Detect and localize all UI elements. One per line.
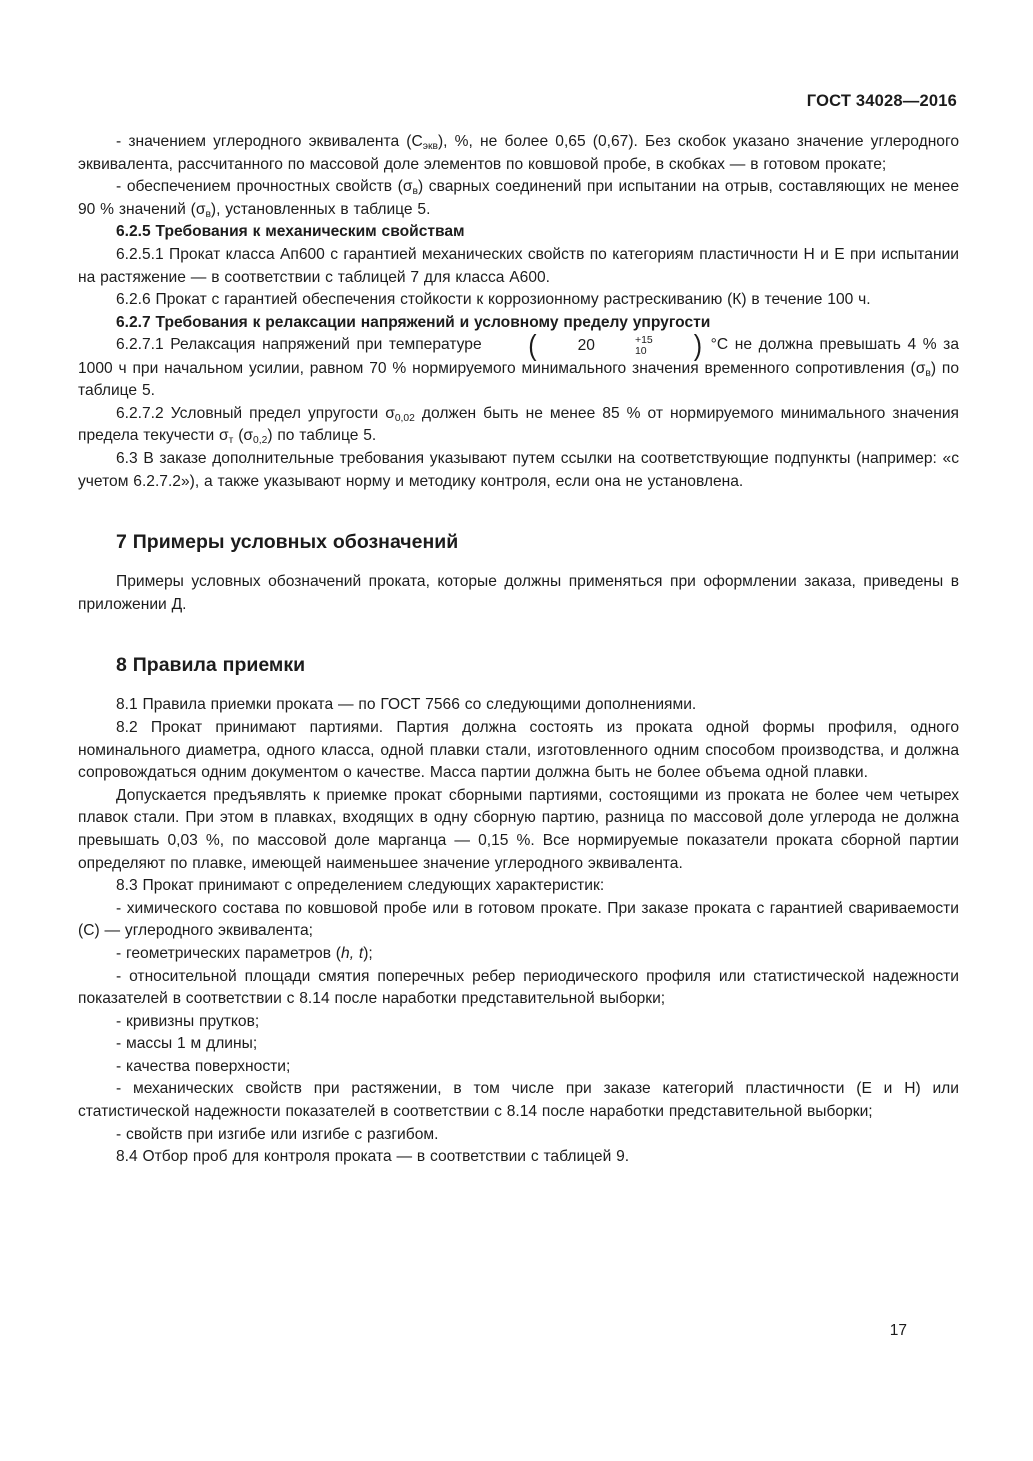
italic-variable: h, t: [341, 944, 364, 962]
paragraph-8-2: 8.2 Прокат принимают партиями. Партия должна состоять из проката одной формы профиля, одного номинального диаметра, одного класса, одной плавки стали, изготовленного одним способом производства, и должна сопровождаться одним документом о качестве. Масса партии должна быть не более объема одной плавки.: [78, 718, 959, 782]
section-heading-7: 7 Примеры условных обозначений: [116, 531, 459, 554]
list-item-surface-quality: - качества поверхности;: [116, 1057, 291, 1075]
paragraph-weld-strength: - обеспечением прочностных свойств $(\sigma_в)$ сварных соединений при испытании на отрыв, составляющих не менее 90 % значений $(\sigma_в)$, установленных в таблице 5.: [78, 178, 959, 220]
section-heading-8: 8 Правила приемки: [116, 654, 306, 677]
paragraph-8-2-combined-lots: Допускается предъявлять к приемке прокат сборными партиями, состоящими из проката не более чем четырех плавок стали. При этом в плавках, входящих в одну сборную партию, разница по массовой доле углерода не должна превышать 0,03 %, по массовой доле марганца — 0,15 %. Все нормируемые показатели проката сборной партии определяют по плавке, имеющей наименьшее значение углеродного эквивалента.: [78, 786, 959, 872]
paragraph-6-2-7-1: 6.2.7.1 Релаксация напряжений при температуре ( 20 +15 10 ) °С не должна превышать 4 % за 1000 ч при начальном усилии, равном 70 % нормируемого минимального значения временного сопротивления $(\sigma_в)$ по таблице 5.: [78, 330, 959, 400]
subscript: 0,2: [253, 435, 268, 447]
subscript: в: [925, 367, 931, 379]
subscript: в: [205, 208, 211, 220]
paragraph-6-2-6: 6.2.6 Прокат с гарантией обеспечения стойкости к коррозионному растрескиванию (К) в течение 100 ч.: [116, 291, 871, 309]
paragraph-8-4: 8.4 Отбор проб для контроля проката — в соответствии с таблицей 9.: [116, 1148, 630, 1166]
list-item-bending: - свойств при изгибе или изгибе с разгибом.: [116, 1125, 439, 1143]
paragraph-7-intro: Примеры условных обозначений проката, которые должны применяться при оформлении заказа, приведены в приложении Д.: [78, 573, 959, 613]
subscript: т: [228, 435, 234, 447]
subsection-heading-6-2-5: 6.2.5 Требования к механическим свойствам: [116, 223, 465, 241]
document-body: [78, 131, 959, 1169]
document-code: ГОСТ 34028—2016: [806, 92, 957, 110]
paragraph-8-1: 8.1 Правила приемки проката — по ГОСТ 7566 со следующими дополнениями.: [116, 696, 697, 714]
temperature-tolerance-expression: ( 20 +15 10 ): [528, 330, 703, 363]
list-item-curvature: - кривизны прутков;: [116, 1012, 260, 1030]
list-item-rib-area: - относительной площади смятия поперечных ребер периодического профиля или статистической надежности показателей в соответствии с 8.14 после наработки представительной выборки;: [78, 967, 959, 1008]
subsection-heading-6-2-7: 6.2.7 Требования к релаксации напряжений и условному пределу упругости: [116, 313, 711, 331]
list-item-chemical-composition: - химического состава по ковшовой пробе или в готовом прокате. При заказе проката с гарантией свариваемости (С) — углеродного эквивалента;: [78, 899, 959, 940]
list-item-mechanical-properties: - механических свойств при растяжении, в том числе при заказе категорий пластичности (Е и Н) или статистической надежности показателей в соответствии с 8.14 после наработки представительной выборки;: [78, 1080, 959, 1121]
page-number: 17: [889, 1322, 907, 1339]
subscript: экв: [422, 141, 438, 152]
list-item-geometry: - геометрических параметров (h, t);: [116, 944, 373, 962]
paragraph-carbon-equivalent: - значением углеродного эквивалента $(С_{экв})$, %, не более 0,65 (0,67). Без скобок указано значение углеродного эквивалента, рассчитанного по массовой доле элементов по ковшовой пробе, в скобках — в готовом прокате;: [78, 133, 960, 173]
subscript: 0,02: [394, 412, 415, 424]
paragraph-6-3: 6.3 В заказе дополнительные требования указывают путем ссылки на соответствующие подпункты (например: «с учетом 6.2.7.2»), а также указывают норму и методику контроля, если она не установлена.: [78, 450, 959, 490]
list-item-mass: - массы 1 м длины;: [116, 1035, 258, 1053]
subscript: в: [412, 186, 418, 198]
paragraph-8-3: 8.3 Прокат принимают с определением следующих характеристик:: [116, 877, 605, 895]
paragraph-6-2-7-2: 6.2.7.2 Условный предел упругости $\sigma_{0,02}$ должен быть не менее 85 % от нормируемого минимального значения предела текучести $\sigma_т$ $(\sigma_{0,2})$ по таблице 5.: [78, 404, 959, 447]
paragraph-6-2-5-1: 6.2.5.1 Прокат класса Ап600 с гарантией механических свойств по категориям пластичности Н и Е при испытании на растяжение — в соответствии с таблицей 7 для класса А600.: [78, 245, 959, 286]
